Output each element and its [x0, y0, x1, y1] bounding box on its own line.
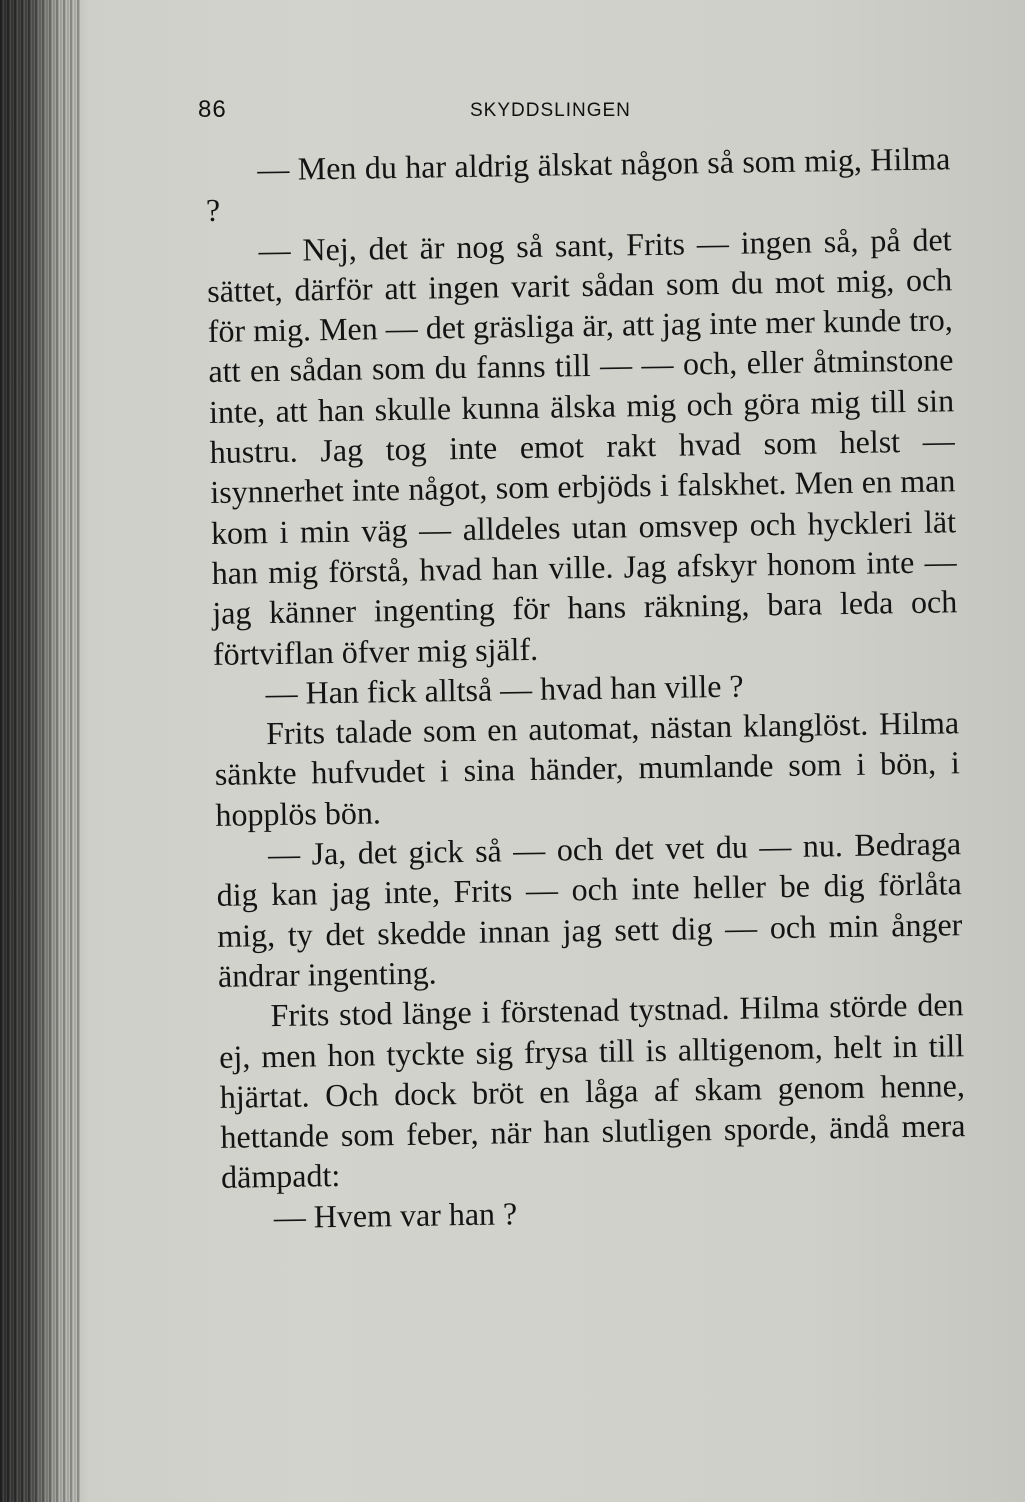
body-text	[205, 138, 967, 1238]
running-title: SKYDDSLINGEN	[470, 100, 631, 121]
paragraph: — Hvem var han ?	[273, 1194, 518, 1235]
paragraph: Frits stod länge i förstenad tystnad. Hilma störde den ej, men hon tyckte sig frysa till is alltigenom, helt in till hjärtat. Och dock bröt en låga af skam genom henne, hettande som feber, när han slutligen sporde, ändå mera dämpadt:	[218, 986, 966, 1196]
page-number: 86	[198, 96, 227, 123]
paragraph: — Nej, det är nog så sant, Frits — ingen så, på det sättet, därför att ingen varit sådan som du mot mig, och för mig. Men — det gräsliga är, att jag inte mer kunde tro, att en sådan som du fanns till — — och, eller åtminstone inte, att han skulle kunna älska mig och göra mig till sin hustru. Jag tog inte emot rakt hvad som helst — isynnerhet inte något, som erbjöds i falskhet. Men en man kom i min väg — alldeles utan omsvep och hyckleri lät han mig förstå, hvad han ville. Jag afskyr honom inte — jag känner ingenting för hans räkning, bara leda och förtviflan öfver mig själf.	[206, 220, 958, 672]
page-header	[198, 96, 958, 136]
book-gutter	[0, 0, 80, 1502]
paragraph: — Men du har aldrig älskat någon så som mig, Hilma ?	[205, 140, 951, 229]
paragraph: Frits talade som en automat, nästan klanglöst. Hilma sänkte hufvudet i sina händer, mumlande som i bön, i hopplös bön.	[214, 704, 960, 833]
paragraph: — Han fick alltså — hvad han ville ?	[265, 667, 744, 711]
paragraph: — Ja, det gick så — och det vet du — nu. Bedraga dig kan jag inte, Frits — och inte heller be dig förlåta mig, ty det skedde innan jag sett dig — och min ånger ändrar ingenting.	[216, 825, 963, 994]
